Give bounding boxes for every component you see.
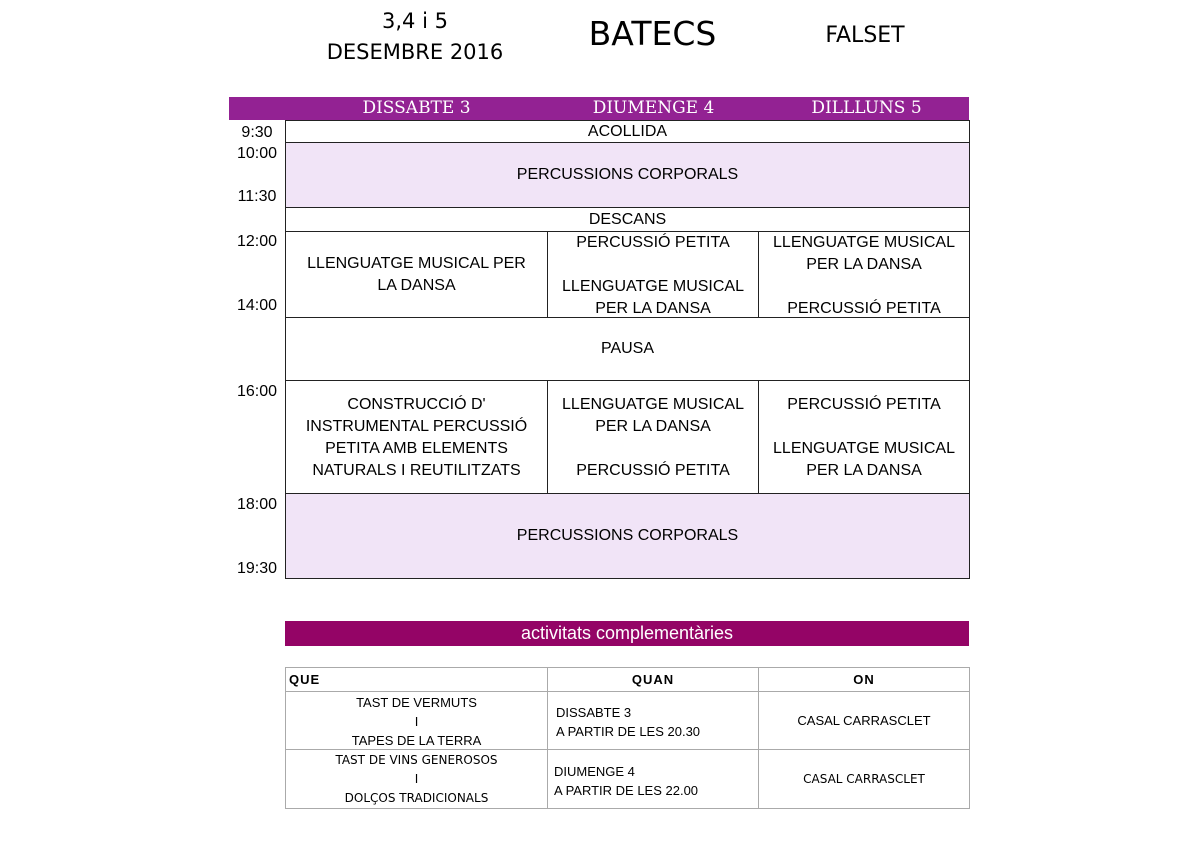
time-label: 10:00 (236, 145, 278, 162)
slot-midday-saturday: LLENGUATGE MUSICAL PER LA DANSA (285, 231, 548, 318)
activity-quan: DISSABTE 3 A PARTIR DE LES 20.30 (547, 691, 759, 750)
slot-pausa: PAUSA (285, 317, 970, 381)
slot-midday-sunday: PERCUSSIÓ PETITA LLENGUATGE MUSICAL PER LA DANSA (547, 231, 759, 318)
time-label: 12:00 (236, 233, 278, 250)
time-label: 16:00 (236, 383, 278, 400)
slot-afternoon-saturday: CONSTRUCCIÓ D' INSTRUMENTAL PERCUSSIÓ PETITA AMB ELEMENTS NATURALS I REUTILITZATS (285, 380, 548, 494)
time-label: 14:00 (236, 297, 278, 314)
event-place: FALSET (825, 23, 905, 48)
activity-que: TAST DE VINS GENEROSOS I DOLÇOS TRADICIONALS (285, 749, 548, 809)
time-label: 18:00 (236, 496, 278, 513)
column-header-que: QUE (285, 667, 548, 692)
time-label: 9:30 (241, 124, 273, 141)
slot-percussions-morning: PERCUSSIONS CORPORALS (285, 142, 970, 208)
day-monday: DILLLUNS 5 (811, 98, 922, 118)
days-header-bar (229, 97, 969, 120)
slot-acollida: ACOLLIDA (285, 120, 970, 143)
event-dates (300, 6, 530, 68)
dates-line-1: 3,4 i 5 (382, 9, 448, 33)
activity-quan: DIUMENGE 4 A PARTIR DE LES 22.00 (547, 749, 759, 809)
page-title: BATECS (588, 14, 717, 53)
activity-on: CASAL CARRASCLET (758, 691, 970, 750)
activity-que: TAST DE VERMUTS I TAPES DE LA TERRA (285, 691, 548, 750)
dates-line-2: DESEMBRE 2016 (326, 40, 504, 64)
day-saturday: DISSABTE 3 (362, 98, 471, 118)
slot-midday-monday: LLENGUATGE MUSICAL PER LA DANSA PERCUSSIÓ PETITA (758, 231, 970, 318)
slot-descans: DESCANS (285, 207, 970, 232)
time-label: 19:30 (236, 560, 278, 577)
day-sunday: DIUMENGE 4 (592, 98, 715, 118)
activity-on: CASAL CARRASCLET (758, 749, 970, 809)
column-header-on: ON (758, 667, 970, 692)
time-label: 11:30 (237, 188, 277, 205)
column-header-quan: QUAN (547, 667, 759, 692)
slot-afternoon-monday: PERCUSSIÓ PETITA LLENGUATGE MUSICAL PER LA DANSA (758, 380, 970, 494)
slot-percussions-evening: PERCUSSIONS CORPORALS (285, 493, 970, 579)
slot-afternoon-sunday: LLENGUATGE MUSICAL PER LA DANSA PERCUSSIÓ PETITA (547, 380, 759, 494)
complementary-title-bar: activitats complementàries (285, 621, 969, 646)
